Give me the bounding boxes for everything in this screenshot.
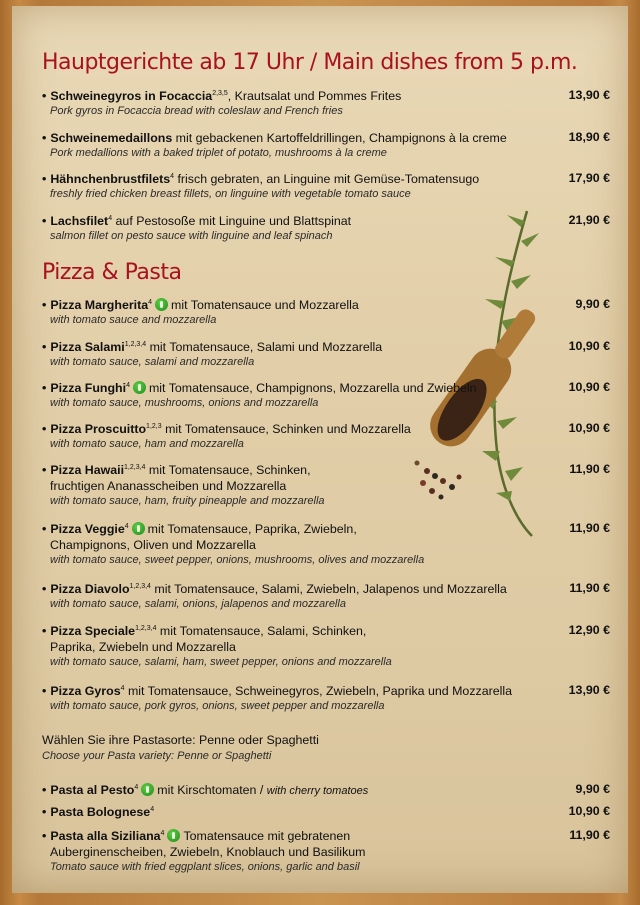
dish-description: mit Tomatensauce, Schinken, — [145, 463, 311, 477]
dish-price: 10,90 € — [568, 380, 610, 394]
vegetarian-leaf-icon — [141, 783, 154, 796]
dish-name: Pizza Salami — [50, 340, 125, 354]
dish-price: 11,90 € — [569, 462, 610, 476]
dish-translation: salmon fillet on pesto sauce with linguine and leaf spinach — [50, 230, 333, 242]
dish-translation: with tomato sauce, mushrooms, onions and mozzarella — [50, 397, 319, 409]
dish-name: Pizza Speciale — [50, 624, 136, 638]
allergen-codes: 4 — [126, 381, 130, 389]
dish-translation: with tomato sauce, salami and mozzarella — [50, 356, 255, 368]
pasta-choice-note: Wählen Sie ihre Pastasorte: Penne oder Spaghetti — [42, 733, 319, 747]
dish-price: 12,90 € — [568, 623, 610, 637]
allergen-codes: 2,3,5 — [212, 89, 228, 97]
allergen-codes: 4 — [148, 298, 153, 306]
dish-price: 10,90 € — [568, 421, 610, 435]
dish-description: mit Tomatensauce, Schweinegyros, Zwiebeln, Paprika und Mozzarella — [124, 684, 513, 698]
menu-item: • Hähnchenbrustfilets$^4$ frisch gebraten, an Linguine mit Gemüse-Tomatensugo freshly fried chicken breast fillets, on linguine with vegetable tomato sauce 17,90 € — [42, 171, 610, 200]
pasta-choice-translation: Choose your Pasta variety: Penne or Spaghetti — [42, 750, 272, 762]
dish-translation: with tomato sauce, salami, onions, jalapenos and mozzarella — [50, 598, 346, 610]
dish-name: Pizza Hawaii — [50, 463, 125, 477]
allergen-codes: 1,2,3,4 — [124, 463, 146, 471]
allergen-codes: 1,2,3 — [146, 422, 162, 430]
allergen-codes: 4 — [170, 172, 175, 180]
dish-price: 9,90 € — [575, 297, 610, 311]
dish-price: 17,90 € — [568, 171, 610, 185]
dish-description-continued: Paprika, Zwiebeln und Mozzarella — [50, 640, 236, 654]
dish-description: auf Pestosoße mit Linguine und Blattspinat — [112, 214, 352, 228]
dish-name: Pasta Bolognese — [50, 805, 151, 819]
menu-item: • Pasta alla Siziliana$^4$ Tomatensauce mit gebratenen Auberginenscheiben, Zwiebeln, Knoblauch und Basilikum Tomato sauce with fried eggplant slices, onions, garlic and basil 11,90 € — [42, 828, 610, 873]
dish-name: Pizza Diavolo — [50, 582, 130, 596]
menu-item: • Pizza Proscuitto$^{1,2,3}$ mit Tomatensauce, Schinken und Mozzarella with tomato sauce, ham and mozzarella 10,90 € — [42, 421, 610, 450]
vegetarian-leaf-icon — [167, 829, 180, 842]
dish-description: mit Tomatensauce, Salami, Schinken, — [156, 624, 367, 638]
menu-item: • Pasta Bolognese$^4$ 10,90 € — [42, 804, 610, 819]
allergen-codes: 1,2,3,4 — [129, 582, 151, 590]
dish-translation: with tomato sauce, ham and mozzarella — [50, 438, 244, 450]
menu-item: • Pizza Veggie$^4$ mit Tomatensauce, Paprika, Zwiebeln, Champignons, Oliven und Mozzarella with tomato sauce, sweet pepper, onions, mushrooms, olives and mozzarella 11,90 € — [42, 521, 610, 566]
dish-price: 11,90 € — [569, 828, 610, 842]
dish-description: mit gebackenen Kartoffeldrillingen, Champignons à la creme — [172, 131, 507, 145]
dish-name: Pizza Proscuitto — [50, 422, 147, 436]
dish-description: frisch gebraten, an Linguine mit Gemüse-Tomatensugo — [174, 172, 480, 186]
dish-description: Tomatensauce mit gebratenen — [183, 829, 351, 843]
allergen-codes: 4 — [150, 805, 155, 813]
dish-translation: with tomato sauce, sweet pepper, onions, mushrooms, olives and mozzarella — [50, 554, 425, 566]
menu-item: • Schweinemedaillons mit gebackenen Kartoffeldrillingen, Champignons à la creme Pork medallions with a baked triplet of potato, mushrooms à la creme 18,90 € — [42, 130, 610, 159]
menu-page — [12, 6, 628, 893]
vegetarian-leaf-icon — [133, 381, 146, 394]
menu-item: • Schweinegyros in Focaccia$^{2,3,5}$, Krautsalat und Pommes Frites Pork gyros in Focaccia bread with coleslaw and French fries 13,90 € — [42, 88, 610, 117]
dish-price: 11,90 € — [569, 521, 610, 535]
dish-price: 18,90 € — [568, 130, 610, 144]
section-title-main-dishes: Hauptgerichte ab 17 Uhr / Main dishes from 5 p.m. — [42, 50, 578, 75]
menu-item: • Lachsfilet$^4$ auf Pestosoße mit Linguine und Blattspinat salmon fillet on pesto sauce with linguine and leaf spinach 21,90 € — [42, 213, 610, 242]
section-title-pizza-pasta: Pizza & Pasta — [42, 260, 182, 285]
dish-description: mit Tomatensauce, Paprika, Zwiebeln, — [147, 522, 357, 536]
dish-translation: with tomato sauce, pork gyros, onions, sweet pepper and mozzarella — [50, 700, 385, 712]
dish-translation: Pork medallions with a baked triplet of potato, mushrooms à la creme — [50, 147, 387, 159]
dish-translation: freshly fried chicken breast fillets, on linguine with vegetable tomato sauce — [50, 188, 411, 200]
allergen-codes: 1,2,3,4 — [135, 624, 157, 632]
dish-price: 10,90 € — [568, 339, 610, 353]
dish-name: Pasta alla Siziliana — [50, 829, 161, 843]
dish-name: Pasta al Pesto — [50, 783, 135, 797]
dish-price: 13,90 € — [568, 88, 610, 102]
dish-name: Pizza Margherita — [50, 298, 149, 312]
dish-price: 21,90 € — [568, 213, 610, 227]
dish-name: Schweinemedaillons — [50, 131, 173, 145]
vegetarian-leaf-icon — [132, 522, 145, 535]
dish-name: Pizza Funghi — [50, 381, 127, 395]
dish-description: mit Tomatensauce, Schinken und Mozzarella — [161, 422, 411, 436]
menu-item: • Pizza Funghi$^4$ mit Tomatensauce, Champignons, Mozzarella und Zwiebeln with tomato sauce, mushrooms, onions and mozzarella 10,90 € — [42, 380, 610, 409]
allergen-codes: 4 — [160, 829, 165, 837]
dish-translation: with tomato sauce, ham, fruity pineapple and mozzarella — [50, 495, 325, 507]
dish-description-continued: fruchtigen Ananasscheiben und Mozzarella — [50, 479, 287, 493]
dish-description: mit Tomatensauce, Salami und Mozzarella — [146, 340, 383, 354]
dish-name: Pizza Veggie — [50, 522, 125, 536]
dish-description-continued: Champignons, Oliven und Mozzarella — [50, 538, 256, 552]
dish-price: 9,90 € — [575, 782, 610, 796]
allergen-codes: 4 — [108, 214, 113, 222]
dish-price: 13,90 € — [568, 683, 610, 697]
dish-description: mit Kirschtomaten / — [157, 783, 267, 797]
dish-description-english: with cherry tomatoes — [266, 785, 369, 797]
dish-name: Lachsfilet — [50, 214, 109, 228]
menu-item: • Pizza Margherita$^4$ mit Tomatensauce und Mozzarella with tomato sauce and mozzarella 9,90 € — [42, 297, 610, 326]
dish-price: 10,90 € — [568, 804, 610, 818]
dish-description: mit Tomatensauce und Mozzarella — [171, 298, 359, 312]
dish-name: Pizza Gyros — [50, 684, 121, 698]
dish-name: Hähnchenbrustfilets — [50, 172, 171, 186]
dish-description: mit Tomatensauce, Salami, Zwiebeln, Jalapenos und Mozzarella — [150, 582, 507, 596]
dish-translation: Pork gyros in Focaccia bread with coleslaw and French fries — [50, 105, 343, 117]
menu-item: • Pizza Salami$^{1,2,3,4}$ mit Tomatensauce, Salami und Mozzarella with tomato sauce, salami and mozzarella 10,90 € — [42, 339, 610, 368]
dish-translation: with tomato sauce and mozzarella — [50, 314, 217, 326]
allergen-codes: 4 — [120, 684, 125, 692]
menu-item: • Pasta al Pesto$^4$ mit Kirschtomaten / with cherry tomatoes 9,90 € — [42, 782, 610, 797]
allergen-codes: 1,2,3,4 — [124, 340, 147, 348]
menu-item: • Pizza Diavolo$^{1,2,3,4}$ mit Tomatensauce, Salami, Zwiebeln, Jalapenos und Mozzarella with tomato sauce, salami, onions, jalapenos and mozzarella 11,90 € — [42, 581, 610, 610]
dish-name: Schweinegyros in Focaccia — [50, 89, 213, 103]
menu-item: • Pizza Speciale$^{1,2,3,4}$ mit Tomatensauce, Salami, Schinken, Paprika, Zwiebeln und Mozzarella with tomato sauce, salami, ham, sweet pepper, onions and mozzarella 12,90 € — [42, 623, 610, 668]
dish-description: mit Tomatensauce, Champignons, Mozzarella und Zwiebeln — [148, 381, 477, 395]
menu-item: • Pizza Hawaii$^{1,2,3,4}$ mit Tomatensauce, Schinken, fruchtigen Ananasscheiben und Mozzarella with tomato sauce, ham, fruity pineapple and mozzarella 11,90 € — [42, 462, 610, 507]
dish-translation: Tomato sauce with fried eggplant slices, onions, garlic and basil — [50, 861, 360, 873]
menu-item: • Pizza Gyros$^4$ mit Tomatensauce, Schweinegyros, Zwiebeln, Paprika und Mozzarella with tomato sauce, pork gyros, onions, sweet pepper and mozzarella 13,90 € — [42, 683, 610, 712]
vegetarian-leaf-icon — [155, 298, 168, 311]
dish-description: , Krautsalat und Pommes Frites — [227, 89, 402, 103]
allergen-codes: 4 — [134, 783, 139, 791]
dish-price: 11,90 € — [569, 581, 610, 595]
allergen-codes: 4 — [124, 522, 129, 530]
dish-description-continued: Auberginenscheiben, Zwiebeln, Knoblauch und Basilikum — [50, 845, 366, 859]
dish-translation: with tomato sauce, salami, ham, sweet pepper, onions and mozzarella — [50, 656, 392, 668]
